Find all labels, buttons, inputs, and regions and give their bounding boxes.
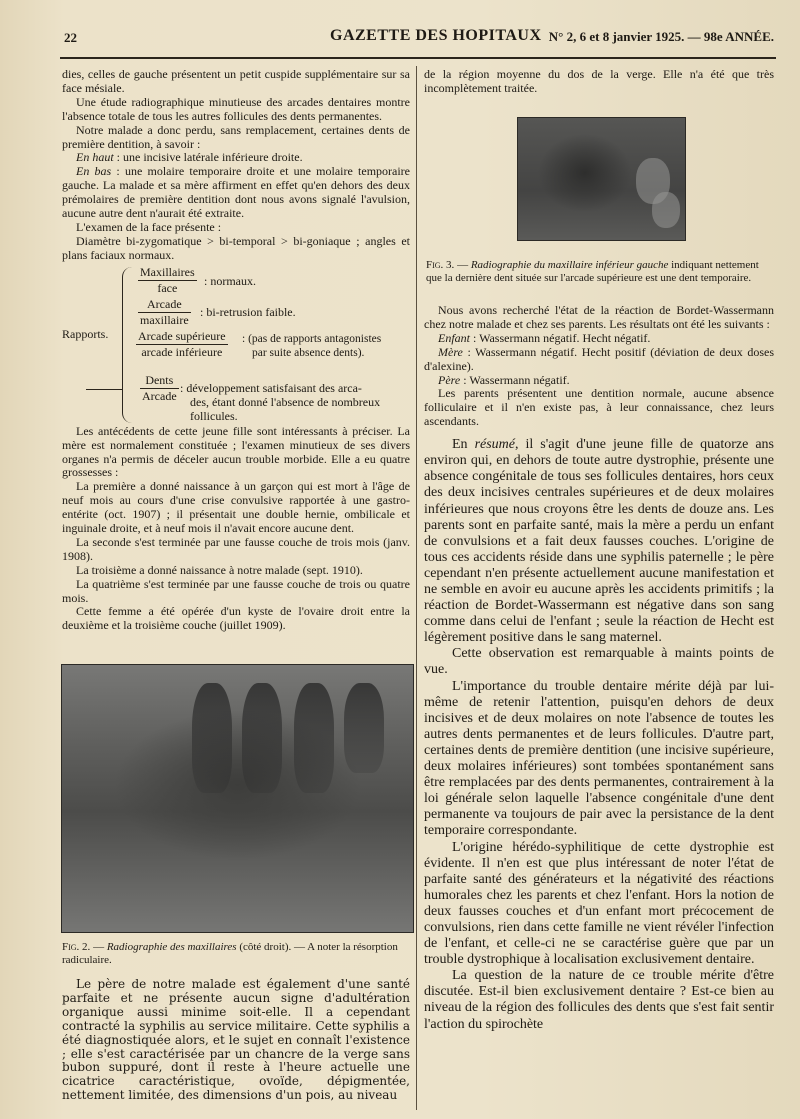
label-en-bas: En bas [76,164,112,179]
paragraph: Les parents présentent une dentition normale, aucune absence folliculaire et il n'en existe pas, à leur connaissance, chez leurs ascendants. [424,386,774,429]
fraction: Dents Arcade [142,372,177,403]
right-column [424,68,774,96]
fraction: Arcade maxillaire [140,296,189,327]
journal-title: GAZETTE DES HOPITAUX [330,27,542,44]
paragraph: La question de la nature de ce trouble mérite d'être discutée. Est-il bien exclusivement dentaire ? Est-ce bien au niveau de la région des follicules des dents que s'est fait sentir l'action du spirochète [424,968,774,1032]
right-column-body [424,304,774,1033]
paragraph: Mère : Wassermann négatif. Hecht positif (déviation de deux doses d'alexine). [424,344,774,373]
rapport-value: par suite absence dents). [252,346,365,359]
fraction: Maxillaires face [140,264,195,295]
rapport-value: : bi-retrusion faible. [200,304,296,319]
figure-2-caption: Fig. 2. — Radiographie des maxillaires (côté droit). — A noter la résorption radiculaire. [62,941,398,966]
tooth-shadow [652,192,680,228]
paragraph: dies, celles de gauche présentent un petit cuspide supplémentaire sur sa face mésiale. [62,67,410,95]
header-rule [60,57,776,59]
rapports-label: Rapports. [62,326,109,341]
tooth-shadow [242,683,282,793]
rapports-table [62,265,410,425]
paragraph: En haut : une incisive latérale inférieure droite. [76,150,303,165]
paragraph: L'examen de la face présente : [76,219,222,234]
paragraph: La seconde s'est terminée par une fausse couche de trois mois (janv. 1908). [62,534,410,563]
dash [86,389,122,390]
rapport-value: : développement satisfaisant des arca- [180,380,362,395]
left-column [62,68,410,633]
paragraph: L'importance du trouble dentaire mérite déjà par lui-même de retenir l'attention, puisqu'en dehors de deux incisives et de deux molaires on note l'absence de toutes les autres dents permanentes et de leurs follicules. D'autre part, certaines dents de première dentition (une incisive supérieure, deux molaires inférieures) sont tombées spontanément sans être remplacées par des dents permanentes, contrairement à la loi générale selon laquelle l'absence congénitale d'une dent permanente va toujours de pair avec la persistance de la dent temporaire correspondante. [424,678,774,839]
paragraph: Père : Wassermann négatif. [438,372,570,387]
paragraph: Les antécédents de cette jeune fille sont intéressants à préciser. La mère est normalement constituée ; l'examen minutieux de ses divers organes n'a permis de déceler aucun trouble morbide. Elle a eu quatre grossesses : [62,423,410,480]
paragraph: La première a donné naissance à un garçon qui est mort à l'âge de neuf mois au cours d'une crise convulsive rapportée à une gastro-entérite (oct. 1907) ; il présentait une double hernie, ombilicale et inguinale droite, et à neuf mois il n'avait encore aucune dent. [62,479,410,536]
radiograph-figure-3 [517,117,686,241]
paragraph: Le père de notre malade est également d'une santé parfaite et ne présente aucun signe d'adultération organique aussi minime soit-elle. Il a cependant contracté la syphilis au service militaire. Cette syphilis a été diagnostiquée alors, et le sujet en connaît l'existence ; elle s'est caractérisée par un chancre de la verge sans bubon suppuré, dont il reste à l'heure actuelle une cicatrice caractéristique, ovoïde, dépigmentée, nettement limitée, des dimensions d'un pois, au niveau [62,977,410,1103]
rapport-value: des, étant donné l'absence de nombreux [190,394,381,409]
paragraph: L'origine hérédo-syphilitique de cette dystrophie est évidente. Il n'en est que plus intéressant de noter l'état de parfaite santé des générateurs et la négativité des réactions humorales chez les parents et chez l'enfant. Hors la notion de deux fausses couches et d'un enfant mort précocement de convulsions, rien dans cette famille ne vient révéler l'infection de l'enfant, et celle-ci ne se caractérise guère que par un trouble dystrophique à localisation exclusivement dentaire. [424,839,774,968]
paragraph: Diamètre bi-zygomatique > bi-temporal > bi-goniaque ; angles et plans faciaux normaux. [62,233,410,262]
tooth-shadow [192,683,232,793]
figure-3-caption: Fig. 3. — Radiographie du maxillaire inférieur gauche indiquant nettement que la dernière dent située sur l'arcade supérieure est une dent temporaire. [426,259,759,284]
rapport-value: : (pas de rapports antagonistes [242,332,382,345]
paragraph: Enfant : Wassermann négatif. Hecht négatif. [438,330,651,345]
page-number: 22 [64,30,77,45]
paragraph: Notre malade a donc perdu, sans remplacement, certaines dents de première dentition, à savoir : [62,122,410,151]
rapport-value: follicules. [190,408,238,423]
paragraph: Cette femme a été opérée d'un kyste de l'ovaire droit entre la deuxième et la troisième couche (juillet 1909). [62,604,410,633]
paragraph: Nous avons recherché l'état de la réaction de Bordet-Wassermann chez notre malade et chez ses parents. Les résultats ont été les suivants : [424,303,774,331]
paragraph: En bas : une molaire temporaire droite et une molaire temporaire gauche. La malade et sa mère affirment en effet qu'en dehors des deux prémolaires de première dentition dont nous avons signalé l'avulsion, aucune autre dent n'aurait été extraite. [62,164,410,221]
column-divider [416,66,417,1110]
summary-paragraph: En résumé, il s'agit d'une jeune fille de quatorze ans environ qui, en dehors de toute autre dystrophie, présente une absence congénitale de tous ses follicules dentaires, hors ceux des deux incisives centrales supérieures et de deux molaires inférieures que nous croyons être les dents de douze ans. Les parents sont en parfaite santé, mais la mère a perdu un enfant de convulsions et a fait deux fausses couches. L'origine de tous ces accidents réside dans une syphilis paternelle ; le père cependant n'en présente actuellement aucune manifestation et ne semble en avoir eu aucune après les accidents primitifs ; la réaction de Bordet-Wassermann est négative dans son sang comme dans celui de l'enfant ; seule la réaction de Hecht est légèrement positive dans le sang maternel. [424,437,774,646]
rapport-value: : normaux. [204,273,256,288]
page-header [62,27,774,49]
fraction: Arcade supérieure arcade inférieure [138,328,226,359]
left-column-bottom [62,978,410,1103]
paragraph: Une étude radiographique minutieuse des arcades dentaires montre l'absence totale de tous les autres follicules des dents permanentes. [62,94,410,123]
paragraph: Cette observation est remarquable à maints points de vue. [424,646,774,678]
tooth-shadow [294,683,334,793]
paragraph: La quatrième s'est terminée par une fausse couche de trois ou quatre mois. [62,576,410,605]
radiograph-figure-2 [61,664,414,933]
paragraph: de la région moyenne du dos de la verge. Elle n'a été que très incomplètement traitée. [424,67,774,95]
label-en-haut: En haut [76,150,114,165]
issue-info: N° 2, 6 et 8 janvier 1925. — 98e ANNÉE. [548,29,774,44]
paragraph: La troisième a donné naissance à notre malade (sept. 1910). [76,562,363,577]
brace [122,267,137,423]
tooth-shadow [344,683,384,773]
